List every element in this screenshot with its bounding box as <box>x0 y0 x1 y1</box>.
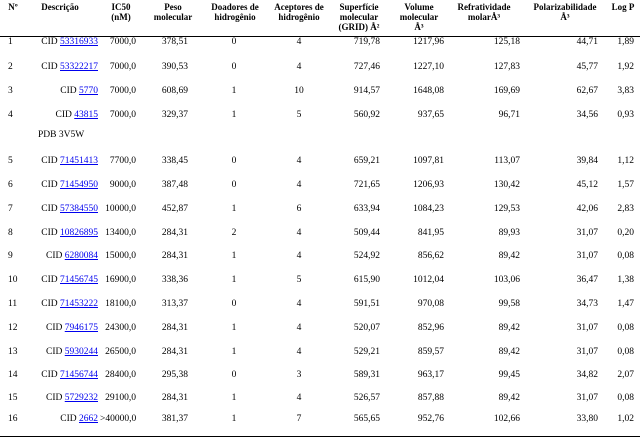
cell-polarizabilidade: 45,77 <box>576 62 598 72</box>
cell-doadores: 0 <box>231 62 237 72</box>
cell-aceptores: 4 <box>296 37 302 47</box>
header-volume: Volume molecular Å³ <box>399 2 439 32</box>
cell-doadores: 1 <box>231 251 237 261</box>
cell-superficie: 914,57 <box>353 86 380 96</box>
cell-peso: 390,53 <box>161 62 188 72</box>
cell-polarizabilidade: 34,73 <box>576 299 598 309</box>
header-peso: Peso molecular <box>153 2 193 22</box>
cell-refratividade: 89,93 <box>498 228 520 238</box>
cell-peso: 387,48 <box>161 180 188 190</box>
cell-superficie: 520,07 <box>353 323 380 333</box>
cell-polarizabilidade: 31,07 <box>576 347 598 357</box>
cell-descricao <box>30 150 98 172</box>
cell-doadores: 1 <box>231 347 237 357</box>
cell-n: 4 <box>8 110 13 120</box>
cell-aceptores: 4 <box>296 62 302 72</box>
header-refratividade: Refratividade molarÅ³ <box>457 2 511 22</box>
table-row <box>0 56 640 78</box>
cid-prefix: CID <box>41 275 58 285</box>
cell-refratividade: 125,18 <box>493 37 520 47</box>
cid-prefix: CID <box>46 251 63 261</box>
cell-logp: 2,83 <box>617 204 634 214</box>
cid-prefix: CID <box>41 370 58 380</box>
cell-doadores: 0 <box>231 156 237 166</box>
cell-aceptores: 10 <box>294 86 304 96</box>
cell-polarizabilidade: 31,07 <box>576 393 598 403</box>
cell-superficie: 727,46 <box>353 62 380 72</box>
cell-refratividade: 127,83 <box>493 62 520 72</box>
cell-doadores: 0 <box>231 37 237 47</box>
cell-peso: 295,38 <box>161 370 188 380</box>
cell-ic50: 18100,0 <box>105 299 136 309</box>
cell-n: 6 <box>8 180 13 190</box>
cid-link[interactable]: 5930244 <box>64 347 98 357</box>
cell-descricao <box>30 222 98 244</box>
table-row <box>0 80 640 102</box>
header-superficie: Superfície molecular (GRID) Å² <box>338 2 380 32</box>
cell-doadores: 0 <box>231 370 237 380</box>
table-row <box>0 150 640 172</box>
cell-volume: 856,62 <box>417 251 444 261</box>
cell-volume: 963,17 <box>417 370 444 380</box>
cell-ic50: 16900,0 <box>105 275 136 285</box>
cell-polarizabilidade: 39,84 <box>576 156 598 166</box>
cell-n: 10 <box>8 275 18 285</box>
cid-link[interactable]: 2662 <box>79 414 98 424</box>
cell-volume: 857,88 <box>417 393 444 403</box>
cid-prefix: CID <box>41 180 58 190</box>
cell-peso: 452,87 <box>161 204 188 214</box>
cell-polarizabilidade: 44,71 <box>576 37 598 47</box>
cell-superficie: 560,92 <box>353 110 380 120</box>
cid-prefix: CID <box>41 156 58 166</box>
cell-n: 15 <box>8 393 18 403</box>
table-bottom-rule <box>0 436 640 437</box>
cell-peso: 378,51 <box>161 37 188 47</box>
cell-peso: 284,31 <box>161 393 188 403</box>
cid-prefix: CID <box>55 110 72 120</box>
cell-superficie: 719,78 <box>353 37 380 47</box>
cell-volume: 937,65 <box>417 110 444 120</box>
cell-superficie: 524,92 <box>353 251 380 261</box>
cell-n: 5 <box>8 156 13 166</box>
cell-logp: 1,12 <box>617 156 634 166</box>
cell-refratividade: 113,07 <box>494 156 520 166</box>
cell-volume: 852,96 <box>417 323 444 333</box>
cid-link[interactable]: 71454950 <box>60 180 98 190</box>
cell-polarizabilidade: 31,07 <box>576 323 598 333</box>
cell-doadores: 1 <box>231 414 237 424</box>
cell-polarizabilidade: 45,12 <box>576 180 598 190</box>
header-doadores: Doadores de hidrogênio <box>211 2 259 22</box>
cell-volume: 1084,23 <box>413 204 444 214</box>
cell-logp: 0,93 <box>617 110 634 120</box>
cid-link[interactable]: 7946175 <box>64 323 98 333</box>
cell-peso: 381,37 <box>161 414 188 424</box>
cell-ic50: 26500,0 <box>105 347 136 357</box>
cell-descricao <box>30 198 98 220</box>
cid-link[interactable]: 53316933 <box>60 37 98 47</box>
cell-descricao <box>30 408 98 430</box>
cell-aceptores: 4 <box>296 251 302 261</box>
cell-aceptores: 4 <box>296 228 302 238</box>
cell-peso: 338,45 <box>161 156 188 166</box>
cell-ic50: 7700,0 <box>109 156 136 166</box>
cell-volume: 841,95 <box>417 228 444 238</box>
cell-refratividade: 89,42 <box>498 323 520 333</box>
cell-peso: 284,31 <box>161 347 188 357</box>
table-row <box>0 198 640 220</box>
cid-prefix: CID <box>41 62 58 72</box>
cell-n: 12 <box>8 323 18 333</box>
cell-descricao <box>30 293 98 315</box>
cid-prefix: CID <box>46 323 63 333</box>
table-row <box>0 269 640 291</box>
cell-volume: 970,08 <box>417 299 444 309</box>
cell-polarizabilidade: 36,47 <box>576 275 598 285</box>
cell-aceptores: 4 <box>296 323 302 333</box>
cell-logp: 1,92 <box>617 62 634 72</box>
cell-descricao <box>30 104 98 126</box>
cell-aceptores: 4 <box>296 299 302 309</box>
cell-n: 13 <box>8 347 18 357</box>
cell-descricao <box>30 56 98 78</box>
cell-refratividade: 103,06 <box>493 275 520 285</box>
cell-volume: 1217,96 <box>413 37 444 47</box>
cell-superficie: 589,31 <box>353 370 380 380</box>
table-row <box>0 387 640 409</box>
cell-n: 8 <box>8 228 13 238</box>
table-row <box>0 222 640 244</box>
cell-logp: 1,57 <box>617 180 634 190</box>
cell-refratividade: 99,45 <box>498 370 520 380</box>
cell-refratividade: 89,42 <box>498 393 520 403</box>
cell-superficie: 659,21 <box>353 156 380 166</box>
cell-volume: 1648,08 <box>413 86 444 96</box>
cell-aceptores: 5 <box>296 110 302 120</box>
cell-refratividade: 89,42 <box>498 347 520 357</box>
cell-ic50: 15000,0 <box>105 251 136 261</box>
cell-peso: 329,37 <box>161 110 188 120</box>
cell-superficie: 615,90 <box>353 275 380 285</box>
cid-prefix: CID <box>60 86 77 96</box>
cell-descricao <box>30 31 98 53</box>
cell-aceptores: 4 <box>296 347 302 357</box>
cid-prefix: CID <box>41 37 58 47</box>
cid-prefix: CID <box>60 414 77 424</box>
cell-superficie: 721,65 <box>353 180 380 190</box>
cell-polarizabilidade: 33,80 <box>576 414 598 424</box>
cell-descricao <box>30 364 98 386</box>
cell-ic50: 7000,0 <box>109 110 136 120</box>
cell-logp: 1,89 <box>617 37 634 47</box>
cell-doadores: 0 <box>231 299 237 309</box>
cell-n: 1 <box>8 37 13 47</box>
cell-polarizabilidade: 34,82 <box>576 370 598 380</box>
cell-refratividade: 96,71 <box>498 110 520 120</box>
cell-doadores: 1 <box>231 110 237 120</box>
cell-ic50: 24300,0 <box>105 323 136 333</box>
header-ic50: IC50 (nM) <box>111 2 131 22</box>
cell-superficie: 591,51 <box>353 299 380 309</box>
cell-volume: 859,57 <box>417 347 444 357</box>
cell-n: 7 <box>8 204 13 214</box>
cell-logp: 2,07 <box>617 370 634 380</box>
header-logp: Log P <box>611 2 635 12</box>
cell-n: 9 <box>8 251 13 261</box>
cell-superficie: 526,57 <box>353 393 380 403</box>
cid-link[interactable]: 71451413 <box>60 156 98 166</box>
cell-logp: 3,83 <box>617 86 634 96</box>
cid-link[interactable]: 5770 <box>79 86 98 96</box>
cell-doadores: 1 <box>231 86 237 96</box>
cell-peso: 608,69 <box>161 86 188 96</box>
cell-doadores: 2 <box>231 228 237 238</box>
cell-doadores: 1 <box>231 275 237 285</box>
cell-descricao <box>30 174 98 196</box>
cell-doadores: 1 <box>231 204 237 214</box>
cell-refratividade: 102,66 <box>493 414 520 424</box>
cell-logp: 0,08 <box>617 347 634 357</box>
cell-logp: 0,08 <box>617 251 634 261</box>
cell-volume: 1227,10 <box>413 62 444 72</box>
cid-prefix: CID <box>41 204 58 214</box>
cell-logp: 1,38 <box>617 275 634 285</box>
cell-volume: 1012,04 <box>413 275 444 285</box>
cell-n: 2 <box>8 62 13 72</box>
cell-descricao <box>30 317 98 339</box>
cell-descricao <box>30 245 98 267</box>
cell-aceptores: 4 <box>296 156 302 166</box>
cell-descricao <box>30 341 98 363</box>
cell-refratividade: 130,42 <box>493 180 520 190</box>
header-descricao: Descrição <box>41 2 79 12</box>
cell-refratividade: 169,69 <box>493 86 520 96</box>
table-row <box>0 104 640 126</box>
cell-descricao <box>30 269 98 291</box>
cell-logp: 0,08 <box>617 323 634 333</box>
cid-link[interactable]: 43815 <box>74 110 98 120</box>
cell-n: 3 <box>8 86 13 96</box>
cell-polarizabilidade: 42,06 <box>576 204 598 214</box>
cell-logp: 0,08 <box>617 393 634 403</box>
cell-doadores: 0 <box>231 180 237 190</box>
cell-peso: 284,31 <box>161 228 188 238</box>
cid-prefix: CID <box>41 299 58 309</box>
table-row <box>0 364 640 386</box>
cell-polarizabilidade: 34,56 <box>576 110 598 120</box>
table-row <box>0 408 640 430</box>
cid-link[interactable]: 57384550 <box>60 204 98 214</box>
section-label: PDB 3V5W <box>38 130 85 140</box>
cid-link[interactable]: 6280084 <box>64 251 98 261</box>
cell-n: 11 <box>8 299 18 309</box>
cell-peso: 284,31 <box>161 251 188 261</box>
cid-link[interactable]: 5729232 <box>64 393 98 403</box>
cell-polarizabilidade: 62,67 <box>576 86 598 96</box>
cell-doadores: 1 <box>231 323 237 333</box>
cell-refratividade: 129,53 <box>493 204 520 214</box>
cell-ic50: 13400,0 <box>105 228 136 238</box>
cell-n: 16 <box>8 414 18 424</box>
cell-aceptores: 7 <box>296 414 302 424</box>
cell-polarizabilidade: 31,07 <box>576 228 598 238</box>
cid-prefix: CID <box>41 228 58 238</box>
cell-ic50: 7000,0 <box>109 86 136 96</box>
cell-volume: 1097,81 <box>413 156 444 166</box>
cell-superficie: 529,21 <box>353 347 380 357</box>
cell-superficie: 565,65 <box>353 414 380 424</box>
cid-prefix: CID <box>46 347 63 357</box>
cell-n: 14 <box>8 370 18 380</box>
cell-descricao <box>30 80 98 102</box>
cell-aceptores: 5 <box>296 275 302 285</box>
cell-logp: 1,02 <box>617 414 634 424</box>
cid-link[interactable]: 71456745 <box>60 275 98 285</box>
cell-aceptores: 3 <box>296 370 302 380</box>
cell-refratividade: 99,58 <box>498 299 520 309</box>
header-polarizabilidade: Polarizabilidade Å³ <box>533 2 597 22</box>
cell-ic50: 29100,0 <box>105 393 136 403</box>
table-row <box>0 245 640 267</box>
cell-doadores: 1 <box>231 393 237 403</box>
cell-ic50: 7000,0 <box>109 62 136 72</box>
cid-link[interactable]: 71456744 <box>60 370 98 380</box>
cell-aceptores: 6 <box>296 204 302 214</box>
cid-prefix: CID <box>46 393 63 403</box>
cell-ic50: 9000,0 <box>109 180 136 190</box>
cell-ic50: 28400,0 <box>105 370 136 380</box>
cid-link[interactable]: 10826895 <box>60 228 98 238</box>
cell-aceptores: 4 <box>296 393 302 403</box>
cell-volume: 1206,93 <box>413 180 444 190</box>
cell-aceptores: 4 <box>296 180 302 190</box>
cell-polarizabilidade: 31,07 <box>576 251 598 261</box>
header-aceptores: Aceptores de hidrogênio <box>274 2 324 22</box>
table-row <box>0 174 640 196</box>
header-n: Nº <box>8 2 18 12</box>
table-row <box>0 31 640 53</box>
cell-peso: 313,37 <box>161 299 188 309</box>
table-row <box>0 293 640 315</box>
cell-ic50: >40000,0 <box>100 414 137 424</box>
table-row <box>0 317 640 339</box>
cell-logp: 1,47 <box>617 299 634 309</box>
table-row <box>0 341 640 363</box>
cell-superficie: 633,94 <box>353 204 380 214</box>
cell-ic50: 10000,0 <box>105 204 136 214</box>
cell-volume: 952,76 <box>417 414 444 424</box>
cell-peso: 338,36 <box>161 275 188 285</box>
cell-superficie: 509,44 <box>353 228 380 238</box>
cell-refratividade: 89,42 <box>498 251 520 261</box>
cid-link[interactable]: 53322217 <box>60 62 98 72</box>
cell-logp: 0,20 <box>617 228 634 238</box>
cell-peso: 284,31 <box>161 323 188 333</box>
cell-descricao <box>30 387 98 409</box>
cell-ic50: 7000,0 <box>109 37 136 47</box>
cid-link[interactable]: 71453222 <box>60 299 98 309</box>
